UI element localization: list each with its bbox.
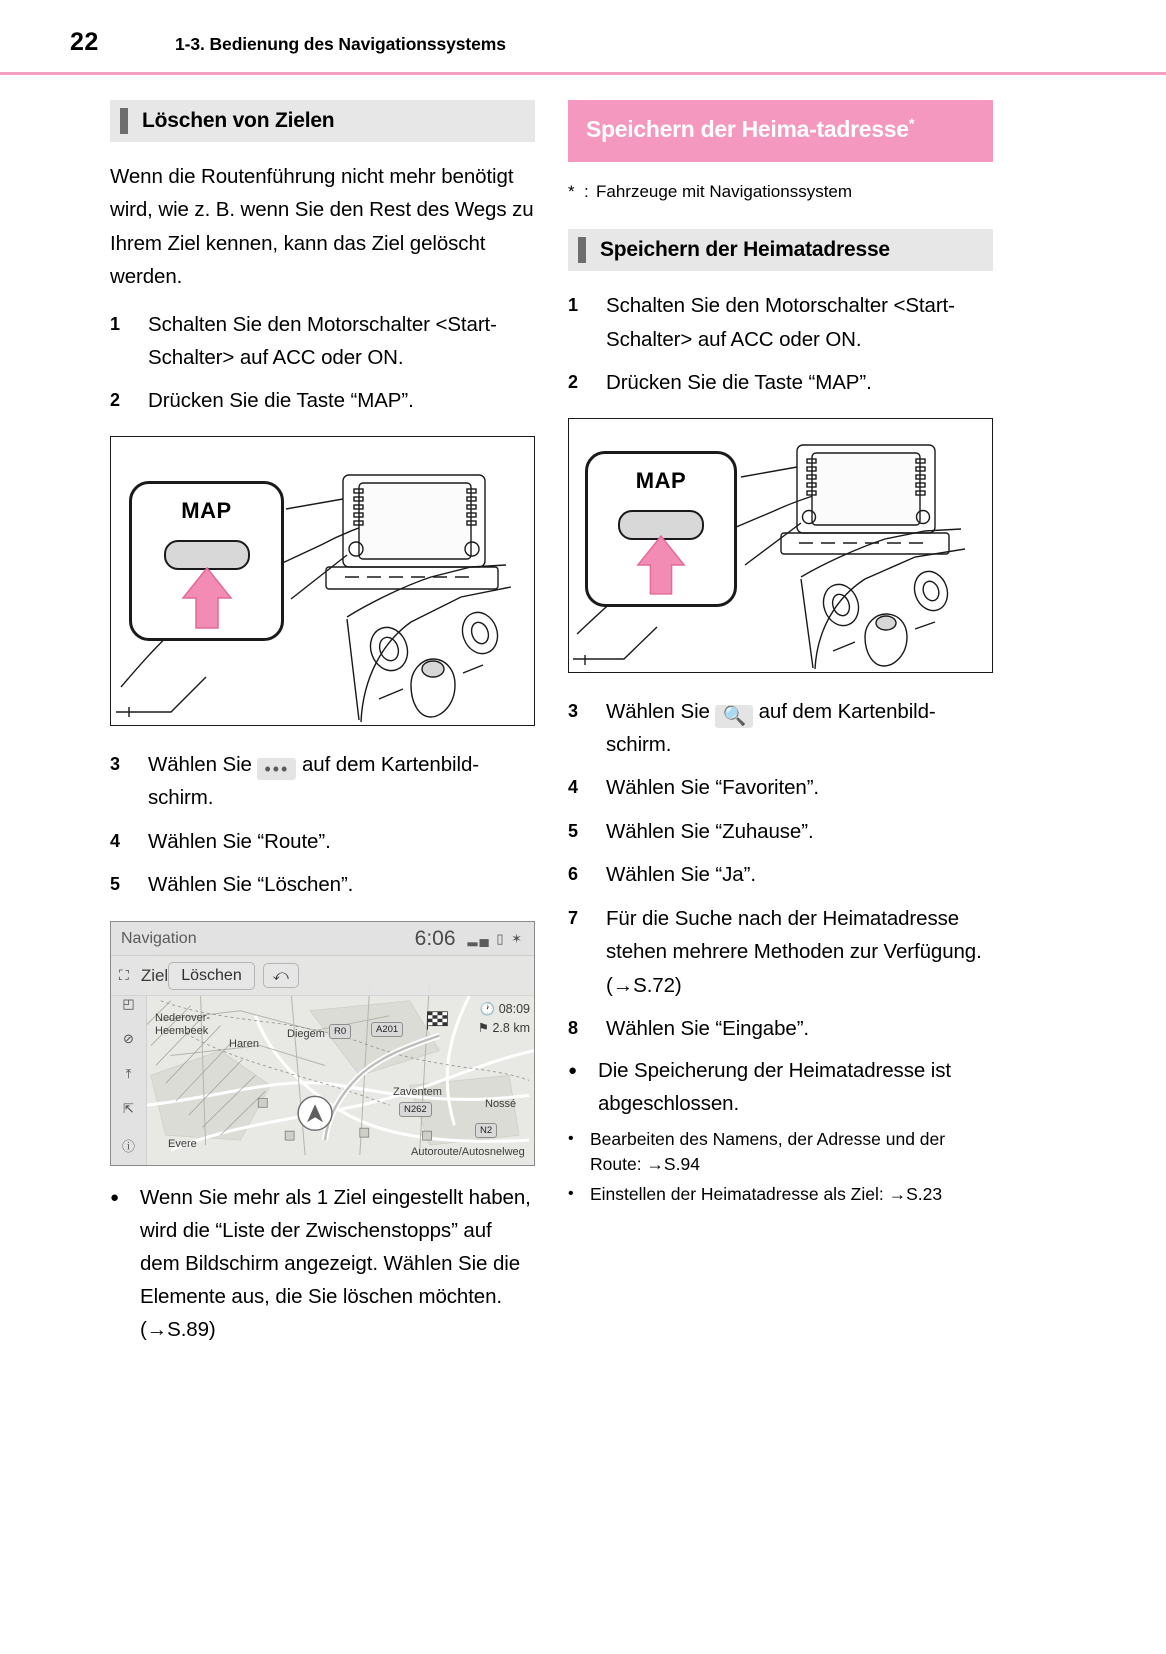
step-item [568,289,993,356]
step-item [568,1012,993,1045]
step-number: 2 [568,372,578,393]
section-heading-speichern-der-heimatadresse [568,229,993,271]
step-number: 3 [568,700,578,721]
map-label: Haren [229,1038,259,1051]
map-label: Evere [168,1138,197,1151]
step-number: 6 [568,864,578,885]
map-button-label: MAP [181,497,232,523]
footnote-marker: * [908,115,915,133]
step-text: Drücken Sie die Taste “MAP”. [606,371,872,395]
road-shield: R0 [329,1024,351,1039]
page-number: 22 [70,28,99,56]
section-heading-label: Speichern der Heimatadresse [600,238,890,262]
step-text: Wählen Sie “Löschen”. [148,873,354,897]
sub-note [568,1182,993,1207]
bullet-dot-icon: ● [110,1189,119,1207]
back-button[interactable]: ⤺ [263,963,299,988]
more-dots-icon[interactable]: ••• [257,758,296,780]
footnote [568,180,993,204]
map-label: Diegem [287,1028,325,1041]
sub-note-text: Bearbeiten des Namens, der Adresse und der Route: →S.94 [590,1128,946,1175]
nav-destination-label: Ziel [140,965,169,985]
step-number: 4 [110,830,120,851]
step-number: 5 [110,874,120,895]
step-number: 3 [110,753,120,774]
step-number: 7 [568,907,578,928]
step-text-suffix: auf dem Kartenbild-schirm. [606,699,936,757]
nav-clock: 6:06 [414,926,456,950]
step-text: Wählen Sie “Ja”. [606,863,756,887]
map-label: Autoroute/Autosnelweg [411,1146,525,1159]
footnote-star: * [568,181,575,201]
map-layers-icon[interactable]: ◰ [122,996,135,1012]
step-number: 8 [568,1017,578,1038]
step-number: 5 [568,820,578,841]
note-bullet [110,1182,535,1346]
step-item [110,868,535,901]
step-item [110,748,535,815]
nav-status-bar [111,922,534,956]
step-item [568,815,993,848]
step-item [110,384,535,417]
step-item [568,771,993,804]
nav-eta-block [478,1000,530,1038]
sub-note [568,1127,993,1178]
step-item [568,366,993,399]
step-text: Für die Suche nach der Heimatadresse stehen mehrere Methoden zur Verfügung. (→S.72) [606,906,982,997]
step-text: Drücken Sie die Taste “MAP”. [148,389,414,413]
route-profile-icon[interactable]: ⤒ [125,1066,132,1082]
step-number: 4 [568,777,578,798]
pink-heading-label: Speichern der Heima-tadresse* [586,115,915,142]
road-shield: N262 [399,1102,432,1117]
section-heading-label: Löschen von Zielen [142,109,335,132]
nav-status-icons: ▂▄ ▯ ✶ [467,930,524,946]
search-icon[interactable]: 🔍 [715,705,753,728]
map-button-label: MAP [635,467,687,493]
map-label: Zaventem [393,1086,442,1099]
step-text-prefix: Wählen Sie [606,699,710,723]
step-text: Schalten Sie den Motorschalter <Start-Schalter> auf ACC oder ON. [606,294,955,351]
step-item [568,858,993,891]
step-item [568,695,993,762]
arrow-up-icon [179,566,235,630]
step-text: Wählen Sie “Eingabe”. [606,1016,810,1040]
map-button-callout [585,451,737,607]
step-text [606,695,993,762]
intro-paragraph: Wenn die Routenführung nicht mehr benötigt wird, wie z. B. wenn Sie den Rest des Wegs zu Ihrem Ziel kennen, kann das Ziel gelöscht werden. [110,165,534,289]
footnote-text: Fahrzeuge mit Navigationssystem [596,181,853,201]
note-bullet-text: Wenn Sie mehr als 1 Ziel eingestellt haben, wird die “Liste der Zwischenstopps” auf dem Bildschirm angezeigt. Wählen Sie die Elemente aus, die Sie löschen möchten. (→S.89) [140,1186,531,1341]
step-number: 1 [568,295,578,316]
nav-title: Navigation [121,929,197,947]
section-heading-loeschen-von-zielen [110,100,535,142]
road-shield: A201 [371,1022,403,1037]
step-item [110,825,535,858]
right-column [568,100,993,1211]
nav-eta-time: 🕐 08:09 [479,1002,530,1017]
nav-eta-distance: ⚑ 2.8 km [477,1021,530,1036]
step-number: 2 [110,390,120,411]
footnote-colon: : [584,181,589,201]
navigation-screen-screenshot [110,921,535,1166]
map-label: Heembeek [155,1025,209,1038]
illustration-dashboard-map-button [568,418,993,673]
heading-accent-bar [120,108,128,134]
map-button-callout [129,481,284,641]
nav-destination-bar [111,956,534,996]
sub-bullet-dot-icon: • [568,1184,574,1202]
step-text: Wählen Sie “Route”. [148,829,331,853]
left-column [110,100,535,1352]
map-label: Nossé [485,1098,517,1111]
expand-icon[interactable]: ⛶ [119,967,129,984]
page-header [70,28,1096,72]
step-item [110,308,535,375]
step-text-prefix: Wählen Sie [148,752,252,776]
step-number: 1 [110,313,120,334]
sub-bullet-dot-icon: • [568,1129,574,1147]
step-text: Wählen Sie “Favoriten”. [606,776,820,800]
nav-map-area[interactable] [111,956,534,1165]
note-bullet [568,1055,993,1121]
road-shield: N2 [475,1123,497,1138]
illustration-dashboard-map-button [110,436,535,726]
step-text: Schalten Sie den Motorschalter <Start-Schalter> auf ACC oder ON. [148,312,497,370]
header-divider [0,72,1166,75]
page-title: 1-3. Bedienung des Navigationssystems [175,34,506,54]
note-bullet-text: Die Speicherung der Heimatadresse ist abgeschlossen. [598,1059,951,1116]
step-item [568,902,993,1002]
bullet-dot-icon: ● [568,1062,577,1080]
step-text: Wählen Sie “Zuhause”. [606,819,814,843]
step-text [148,748,535,815]
step-text-suffix: auf dem Kartenbild-schirm. [148,752,479,810]
map-label: Nederover- [155,1012,211,1025]
delete-button[interactable]: Löschen [168,962,255,990]
heading-accent-bar [578,237,586,263]
section-heading-speichern-der-heimatadresse-pink [568,100,993,162]
no-entry-icon[interactable]: ⊘ [123,1031,134,1047]
info-icon[interactable]: ⓘ [121,1139,135,1155]
turn-list-icon[interactable]: ⇱ [123,1101,134,1117]
arrow-up-icon [634,534,688,596]
sub-note-text: Einstellen der Heimatadresse als Ziel: →S.23 [590,1183,943,1204]
